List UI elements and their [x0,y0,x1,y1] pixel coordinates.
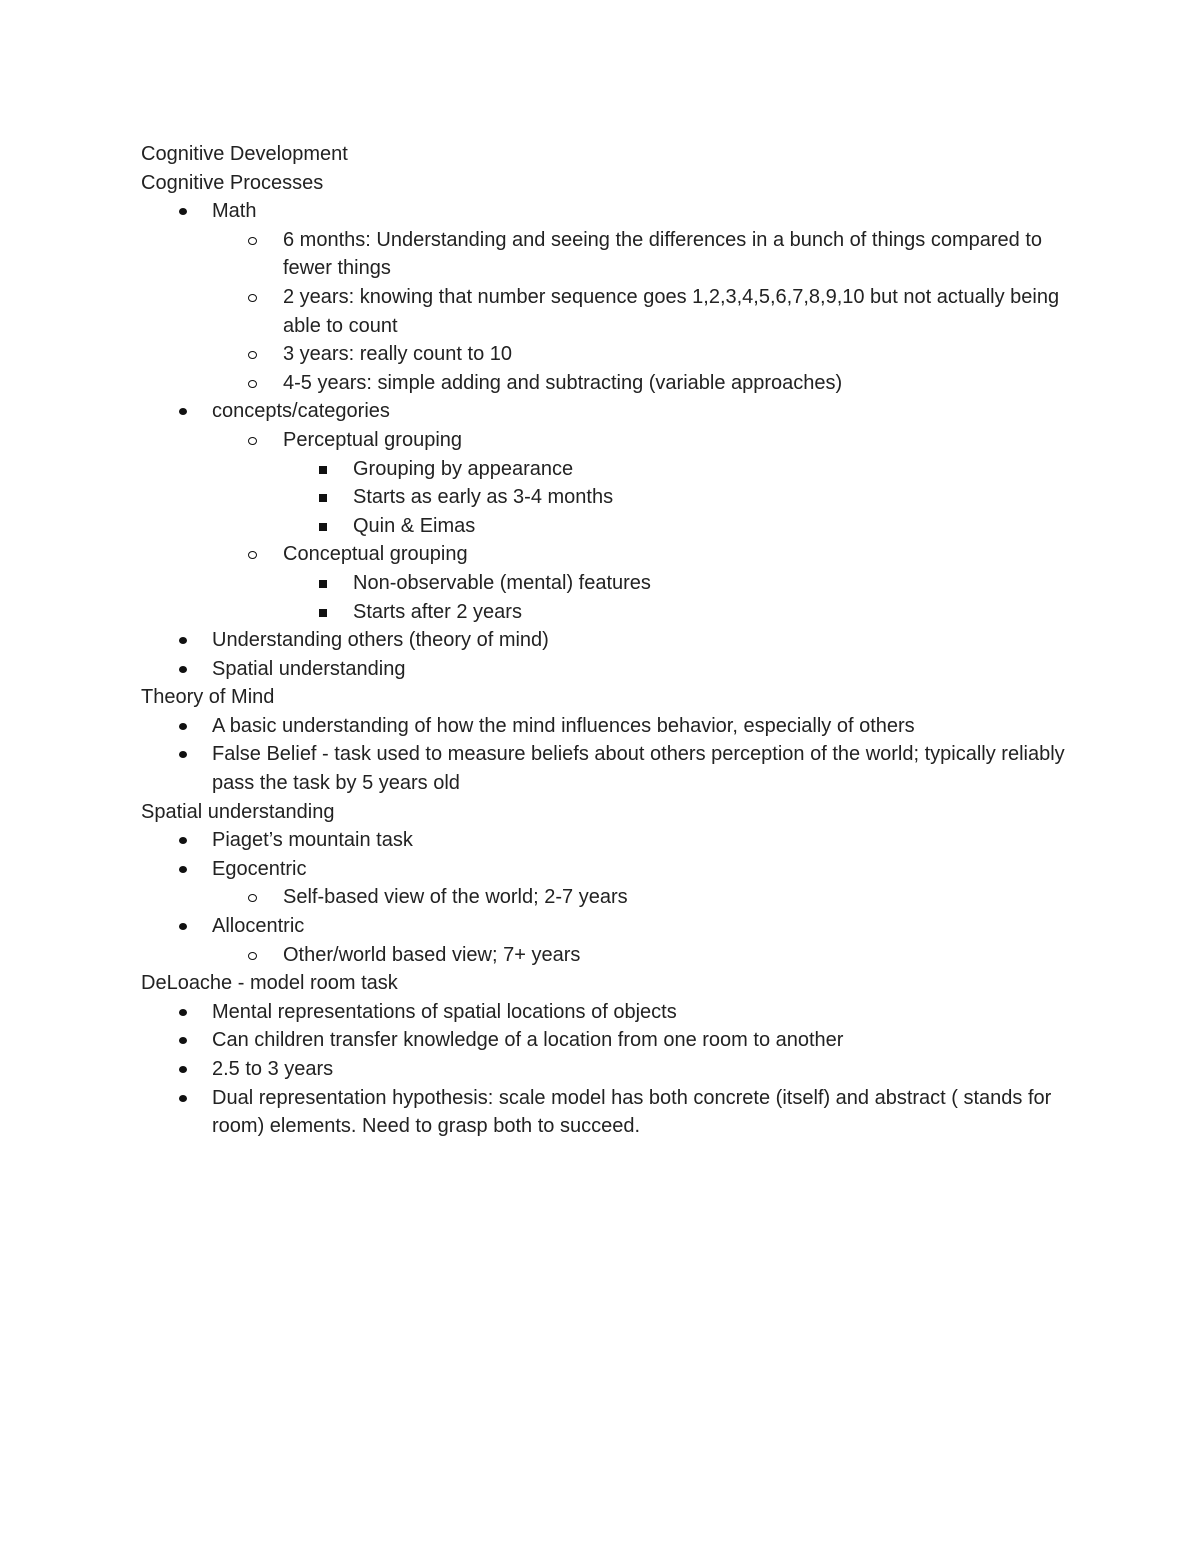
list-item [141,826,1081,855]
list-item [141,226,1081,283]
filled-circle-bullet-icon [177,912,197,941]
list-item [141,369,1081,398]
list-item-text: Mental representations of spatial locations of objects [212,1000,677,1023]
list-item [141,740,1081,797]
list-item-text: concepts/categories [212,400,390,423]
filled-square-bullet-icon [317,569,337,598]
heading-text: Spatial understanding [141,800,335,823]
list-item-text: Non-observable (mental) features [353,571,651,594]
list-item-text: A basic understanding of how the mind influences behavior, especially of others [212,714,915,737]
list-item [141,540,1081,569]
hollow-circle-bullet-icon [247,941,267,970]
list-item-text: Starts as early as 3-4 months [353,486,614,509]
list-item [141,941,1081,970]
list-item-text: Other/world based view; 7+ years [283,943,581,966]
list-item-text: Can children transfer knowledge of a location from one room to another [212,1029,844,1052]
filled-circle-bullet-icon [177,712,197,741]
filled-circle-bullet-icon [177,1084,197,1113]
filled-circle-bullet-icon [177,826,197,855]
list-item-text: Allocentric [212,915,305,938]
list-item-text: Egocentric [212,857,307,880]
list-item [141,340,1081,369]
list-item [141,426,1081,455]
hollow-circle-bullet-icon [247,226,267,255]
filled-circle-bullet-icon [177,397,197,426]
list-item-text: Understanding others (theory of mind) [212,629,549,652]
section-heading [141,683,1081,712]
list-item [141,855,1081,884]
list-item-text: Self-based view of the world; 2-7 years [283,886,628,909]
heading-text: Theory of Mind [141,686,275,709]
list-item [141,1055,1081,1084]
list-item [141,397,1081,426]
list-item-text: Math [212,200,257,223]
list-item [141,912,1081,941]
filled-square-bullet-icon [317,455,337,484]
list-item [141,1026,1081,1055]
list-item [141,455,1081,484]
filled-circle-bullet-icon [177,1055,197,1084]
heading-text: Cognitive Development [141,143,348,165]
filled-square-bullet-icon [317,598,337,627]
filled-circle-bullet-icon [177,855,197,884]
filled-circle-bullet-icon [177,1026,197,1055]
filled-circle-bullet-icon [177,197,197,226]
list-item-text: Perceptual grouping [283,428,463,451]
heading-text: DeLoache - model room task [141,972,398,995]
list-item-text: Starts after 2 years [353,600,522,623]
list-item [141,1084,1081,1141]
hollow-circle-bullet-icon [247,340,267,369]
section-heading [141,969,1081,998]
filled-square-bullet-icon [317,483,337,512]
filled-square-bullet-icon [317,512,337,541]
list-item-text: 2 years: knowing that number sequence goes 1,2,3,4,5,6,7,8,9,10 but not actually being able to count [283,285,1060,337]
hollow-circle-bullet-icon [247,540,267,569]
document-page [141,140,1081,1141]
list-item-text: False Belief - task used to measure beliefs about others perception of the world; typically reliably pass the task by 5 years old [212,743,1065,795]
heading-text: Cognitive Processes [141,171,324,194]
list-item-text: 3 years: really count to 10 [283,343,513,366]
list-item-text: 4-5 years: simple adding and subtracting (variable approaches) [283,371,843,394]
list-item [141,883,1081,912]
list-item-text: Conceptual grouping [283,543,468,566]
list-item [141,712,1081,741]
list-item-text: Quin & Eimas [353,514,476,537]
list-item [141,655,1081,684]
list-item [141,283,1081,340]
filled-circle-bullet-icon [177,626,197,655]
filled-circle-bullet-icon [177,998,197,1027]
hollow-circle-bullet-icon [247,426,267,455]
section-heading [141,798,1081,827]
list-item [141,626,1081,655]
list-item-text: Grouping by appearance [353,457,574,480]
section-heading [141,169,1081,198]
hollow-circle-bullet-icon [247,283,267,312]
list-item [141,512,1081,541]
list-item [141,569,1081,598]
list-item [141,598,1081,627]
list-item-text: Spatial understanding [212,657,406,680]
list-item [141,998,1081,1027]
list-item-text: Piaget’s mountain task [212,829,413,852]
filled-circle-bullet-icon [177,655,197,684]
list-item [141,197,1081,226]
list-item [141,483,1081,512]
list-item-text: 2.5 to 3 years [212,1058,334,1080]
section-heading [141,140,1081,169]
hollow-circle-bullet-icon [247,369,267,398]
list-item-text: 6 months: Understanding and seeing the differences in a bunch of things compared to fewer things [283,228,1043,280]
hollow-circle-bullet-icon [247,883,267,912]
list-item-text: Dual representation hypothesis: scale model has both concrete (itself) and abstract ( stands for room) elements. Need to grasp both to succeed. [212,1086,1052,1138]
filled-circle-bullet-icon [177,740,197,769]
